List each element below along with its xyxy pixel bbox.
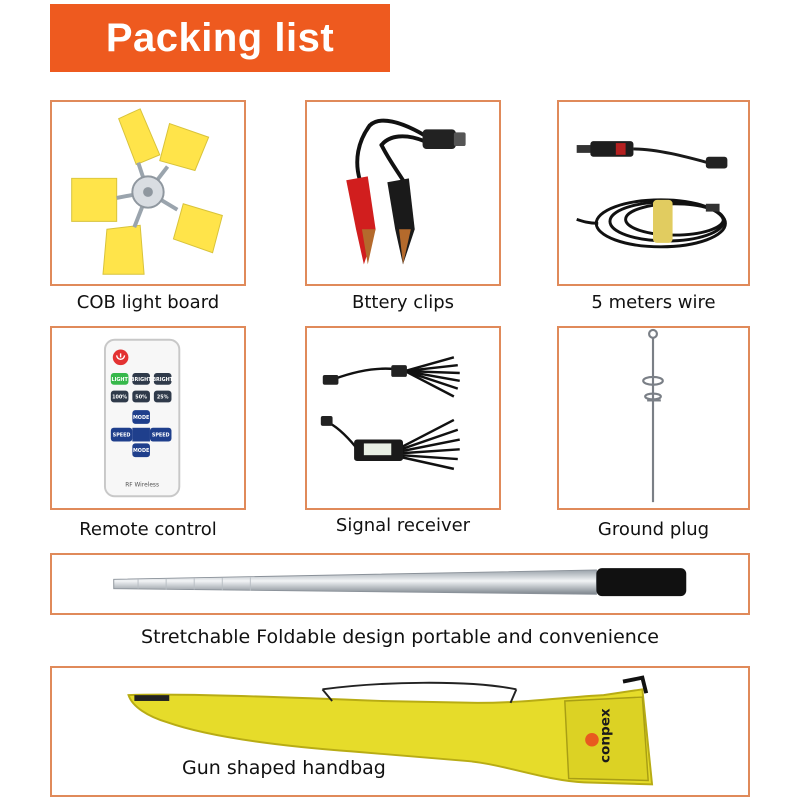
svg-text:SPEED: SPEED xyxy=(112,432,131,439)
svg-text:MODE: MODE xyxy=(132,414,150,421)
handbag-image xyxy=(52,668,748,795)
battery-clips-image xyxy=(307,102,499,284)
item-card-5-meters-wire xyxy=(557,100,750,286)
item-card-signal-receiver xyxy=(305,326,501,510)
item-label-gun-shaped-handbag: Gun shaped handbag xyxy=(182,757,386,779)
item-label-5-meters-wire: 5 meters wire xyxy=(591,292,716,313)
item-card-telescopic-pole xyxy=(50,553,750,615)
item-card-gun-shaped-handbag xyxy=(50,666,750,797)
svg-text:LIGHT: LIGHT xyxy=(111,376,128,383)
item-card-ground-plug xyxy=(557,326,750,510)
item-label-battery-clips: Bttery clips xyxy=(351,292,454,313)
svg-text:BRIGHT: BRIGHT xyxy=(152,376,174,383)
svg-text:SPEED: SPEED xyxy=(151,432,170,439)
svg-text:BRIGHT: BRIGHT xyxy=(130,376,152,383)
svg-text:MODE: MODE xyxy=(132,448,150,455)
svg-text:conpex: conpex xyxy=(597,708,614,764)
svg-text:100%: 100% xyxy=(112,394,128,401)
svg-text:RF Wireless: RF Wireless xyxy=(125,482,160,489)
power-icon xyxy=(113,350,129,366)
ground-plug-image xyxy=(559,328,748,508)
signal-receiver-image xyxy=(307,328,499,508)
item-card-remote-control xyxy=(50,326,246,510)
item-card-battery-clips xyxy=(305,100,501,286)
svg-text:50%: 50% xyxy=(135,394,147,401)
item-label-telescopic-pole: Stretchable Foldable design portable and convenience xyxy=(141,626,659,648)
telescopic-pole-image xyxy=(52,555,748,613)
cob-light-board-image xyxy=(52,102,244,284)
page-title: Packing list xyxy=(105,15,335,60)
item-label-cob-light-board: COB light board xyxy=(76,292,220,313)
wire-image xyxy=(559,102,748,284)
item-label-remote-control: Remote control xyxy=(79,519,217,540)
remote-control-image xyxy=(52,328,244,508)
item-card-cob-light-board xyxy=(50,100,246,286)
item-label-ground-plug: Ground plug xyxy=(597,519,710,540)
packing-list-banner xyxy=(50,4,390,72)
svg-text:25%: 25% xyxy=(156,394,169,401)
item-label-signal-receiver: Signal receiver xyxy=(335,515,471,536)
